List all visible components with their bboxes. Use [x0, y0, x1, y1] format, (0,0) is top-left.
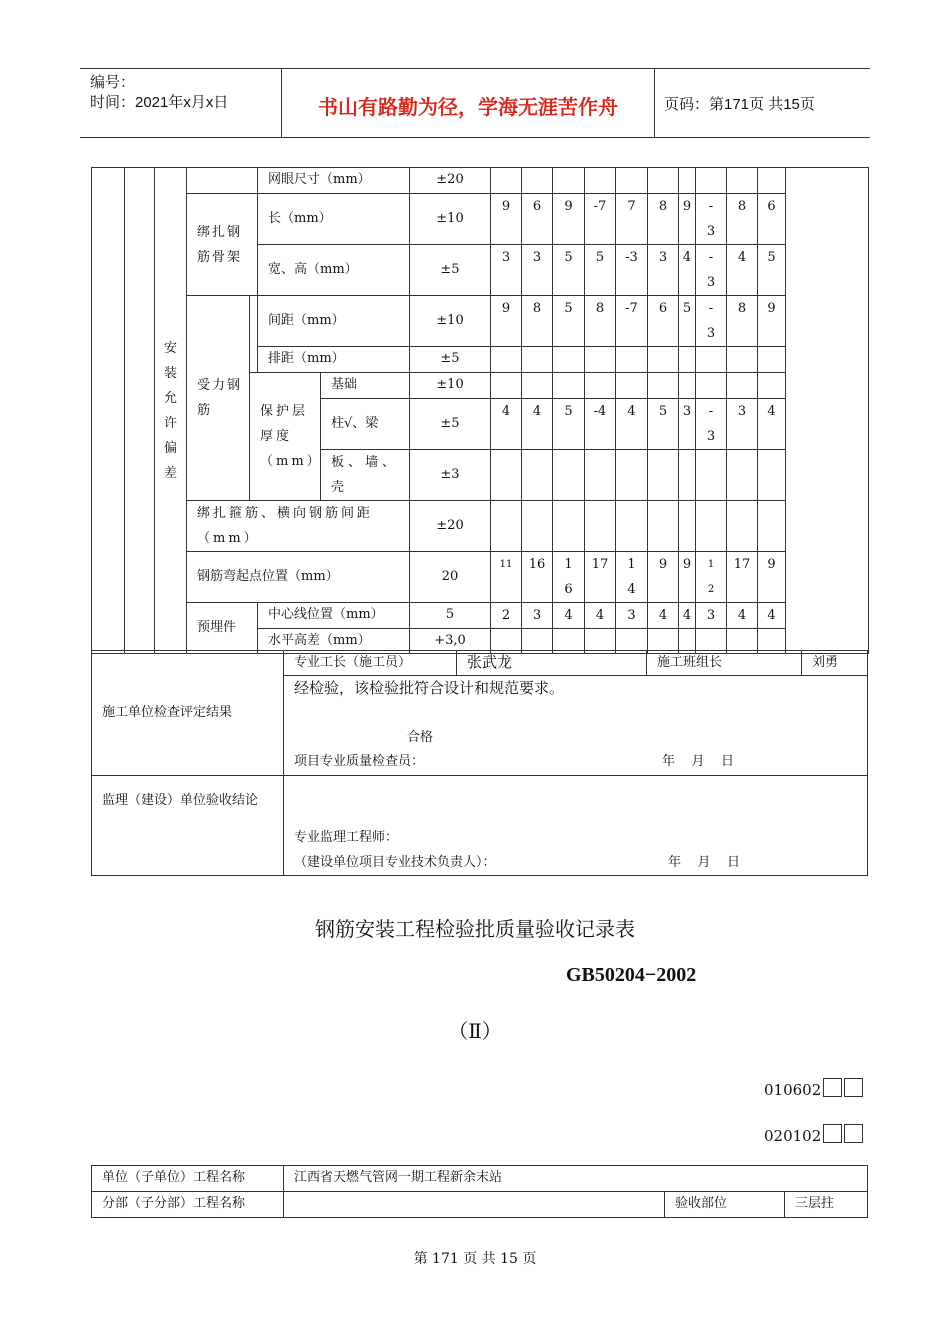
value-cell	[696, 373, 727, 399]
value-cell: 7	[616, 194, 648, 245]
value-cell	[696, 347, 727, 373]
value-cell: 4	[585, 603, 616, 629]
row-label: 长（mm）	[258, 194, 410, 245]
value-cell: 9	[491, 194, 522, 245]
foreman-label: 专业工长（施工员）	[284, 651, 457, 676]
value-cell	[648, 373, 679, 399]
unit-label: 单位（子单位）工程名称	[92, 1166, 284, 1192]
row-label: 宽、高（mm）	[258, 245, 410, 296]
row-label: 绑扎箍筋、横向钢筋间距（mm）	[187, 501, 410, 552]
value-cell: 3	[696, 603, 727, 629]
cover-group: 保护层厚度（mm）	[250, 373, 321, 501]
value-cell	[616, 373, 648, 399]
code-value: 010602	[764, 1081, 822, 1099]
value-cell	[679, 501, 696, 552]
value-cell	[522, 450, 553, 501]
inspector-label: 项目专业质量检查员：	[294, 753, 425, 769]
tolerance: ±5	[410, 347, 491, 373]
value-cell: 3	[727, 399, 758, 450]
frame-group: 绑扎钢筋骨架	[187, 194, 258, 296]
value-cell: 5	[679, 296, 696, 347]
value-cell	[648, 347, 679, 373]
value-cell: 3	[491, 245, 522, 296]
blank-cell	[250, 296, 258, 347]
value-cell: 8	[648, 194, 679, 245]
value-cell: 8	[585, 296, 616, 347]
inspector-row	[284, 751, 868, 776]
value-cell	[727, 450, 758, 501]
value-cell	[696, 501, 727, 552]
embed-group: 预埋件	[187, 603, 258, 654]
value-cell: -3	[616, 245, 648, 296]
value-cell: 4	[727, 245, 758, 296]
value-cell	[522, 347, 553, 373]
value-cell	[696, 450, 727, 501]
row-label: 柱√、梁	[321, 399, 410, 450]
value-cell: 16	[522, 552, 553, 603]
blank-col	[786, 168, 869, 654]
team-label: 施工班组长	[647, 651, 802, 676]
result-text: 合格	[407, 730, 434, 745]
tolerance: ±20	[410, 168, 491, 194]
row-label: 间距（mm）	[258, 296, 410, 347]
inspection-table	[91, 167, 869, 654]
team-name: 刘勇	[802, 651, 868, 676]
value-cell: 4	[758, 603, 786, 629]
tolerance: 20	[410, 552, 491, 603]
value-cell: 3	[522, 245, 553, 296]
conclusion-text: 经检验，该检验批符合设计和规范要求。	[294, 679, 565, 697]
value-cell	[758, 168, 786, 194]
time-label: 时间：2021年x月x日	[90, 94, 229, 111]
value-cell	[648, 168, 679, 194]
value-cell	[491, 501, 522, 552]
value-cell	[491, 347, 522, 373]
value-cell	[616, 168, 648, 194]
blank-cell	[187, 168, 258, 194]
value-cell: 4	[522, 399, 553, 450]
value-cell	[491, 168, 522, 194]
blank-col	[125, 168, 155, 654]
value-cell: 9	[553, 194, 585, 245]
motto: 书山有路勤为径，学海无涯苦作舟	[318, 95, 618, 119]
value-cell: - 3	[696, 194, 727, 245]
value-cell	[585, 168, 616, 194]
engineer-label: 专业监理工程师：	[294, 830, 399, 845]
value-cell: -7	[616, 296, 648, 347]
row-label: 排距（mm）	[258, 347, 410, 373]
value-cell: 1 2	[696, 552, 727, 603]
blank-cell	[250, 347, 258, 373]
tolerance: ±10	[410, 194, 491, 245]
value-cell: - 3	[696, 296, 727, 347]
value-cell: 3	[616, 603, 648, 629]
page-header	[80, 68, 870, 138]
value-cell	[679, 450, 696, 501]
tolerance: +3,0	[410, 629, 491, 654]
value-cell	[679, 347, 696, 373]
value-cell: 4	[758, 399, 786, 450]
value-cell: 5	[585, 245, 616, 296]
value-cell: 8	[522, 296, 553, 347]
row-label: 网眼尺寸（mm）	[258, 168, 410, 194]
value-cell: 4	[553, 603, 585, 629]
value-cell	[727, 373, 758, 399]
value-cell: 4	[679, 603, 696, 629]
value-cell: -4	[585, 399, 616, 450]
checkbox[interactable]	[844, 1078, 863, 1097]
tolerance: ±5	[410, 399, 491, 450]
value-cell	[758, 373, 786, 399]
value-cell	[491, 373, 522, 399]
value-cell: 9	[491, 296, 522, 347]
value-cell: 4	[727, 603, 758, 629]
value-cell: 3	[679, 399, 696, 450]
value-cell	[522, 373, 553, 399]
row-label: 水平高差（mm）	[258, 629, 410, 654]
standard-code: GB50204−2002	[566, 964, 697, 986]
row-label: 中心线位置（mm）	[258, 603, 410, 629]
page-label: 页码：第171页 共15页	[664, 96, 815, 113]
tolerance: 5	[410, 603, 491, 629]
value-cell: 9	[648, 552, 679, 603]
value-cell: 3	[522, 603, 553, 629]
value-cell	[553, 501, 585, 552]
roman-number: （Ⅱ）	[448, 1019, 502, 1043]
checkbox[interactable]	[844, 1124, 863, 1143]
sub-label: 分部（子分部）工程名称	[92, 1192, 284, 1218]
force-group: 受力钢筋	[187, 296, 250, 501]
value-cell	[616, 501, 648, 552]
value-cell: 5	[648, 399, 679, 450]
header-meta	[90, 73, 228, 113]
owner-label: （建设单位项目专业技术负责人）：	[294, 855, 496, 870]
conclusion-table	[91, 650, 868, 876]
value-cell: 3	[648, 245, 679, 296]
value-cell: 5	[553, 399, 585, 450]
value-cell: 4	[679, 245, 696, 296]
value-cell: 9	[758, 552, 786, 603]
value-cell: 5	[553, 296, 585, 347]
row-label: 钢筋弯起点位置（mm）	[187, 552, 410, 603]
value-cell	[585, 347, 616, 373]
value-cell	[553, 347, 585, 373]
value-cell: 17	[585, 552, 616, 603]
value-cell: 9	[758, 296, 786, 347]
value-cell: - 3	[696, 245, 727, 296]
value-cell	[648, 501, 679, 552]
row-label: 基础	[321, 373, 410, 399]
value-cell: 4	[648, 603, 679, 629]
foreman-name: 张武龙	[457, 651, 647, 676]
value-cell	[679, 168, 696, 194]
value-cell	[522, 168, 553, 194]
blank-col	[92, 168, 125, 654]
supervision-label: 监理（建设）单位验收结论	[92, 776, 284, 876]
value-cell: 5	[553, 245, 585, 296]
header-divider	[654, 69, 655, 137]
value-cell	[553, 450, 585, 501]
code-value: 020102	[764, 1127, 822, 1145]
value-cell	[648, 450, 679, 501]
construction-label: 施工单位检查评定结果	[92, 651, 284, 776]
value-cell	[758, 450, 786, 501]
value-cell: 9	[679, 194, 696, 245]
value-cell	[758, 501, 786, 552]
value-cell	[758, 347, 786, 373]
value-cell: 6	[648, 296, 679, 347]
value-cell: 8	[727, 194, 758, 245]
value-cell	[727, 501, 758, 552]
page-footer: 第 171 页 共 15 页	[413, 1251, 537, 1267]
value-cell	[553, 168, 585, 194]
value-cell	[679, 373, 696, 399]
value-cell: 1 6	[553, 552, 585, 603]
code-line	[764, 1078, 863, 1099]
value-cell: 6	[758, 194, 786, 245]
checkbox[interactable]	[823, 1078, 842, 1097]
construction-date: 年 月 日	[662, 753, 735, 769]
checkbox[interactable]	[823, 1124, 842, 1143]
supervision-date: 年 月 日	[668, 855, 741, 870]
info-table	[91, 1165, 868, 1218]
value-cell: 2	[491, 603, 522, 629]
value-cell: -7	[585, 194, 616, 245]
unit-value: 江西省天燃气管网一期工程新余末站	[284, 1166, 868, 1192]
value-cell	[585, 373, 616, 399]
value-cell: 4	[616, 399, 648, 450]
tolerance: ±5	[410, 245, 491, 296]
value-cell	[727, 347, 758, 373]
value-cell: 4	[491, 399, 522, 450]
value-cell: - 3	[696, 399, 727, 450]
value-cell	[727, 168, 758, 194]
value-cell	[585, 450, 616, 501]
number-label: 编号：	[90, 74, 136, 91]
tolerance: ±20	[410, 501, 491, 552]
supervision-conclusion	[284, 776, 868, 876]
form-title: 钢筋安装工程检验批质量验收记录表	[315, 917, 635, 941]
value-cell	[491, 450, 522, 501]
value-cell: 5	[758, 245, 786, 296]
tolerance: ±3	[410, 450, 491, 501]
value-cell: 1 4	[616, 552, 648, 603]
code-line	[764, 1124, 863, 1145]
group-label: 安装允许偏差	[155, 168, 187, 654]
value-cell	[616, 347, 648, 373]
tolerance: ±10	[410, 296, 491, 347]
value-cell: 17	[727, 552, 758, 603]
row-label: 板、墙、壳	[321, 450, 410, 501]
value-cell: 6	[522, 194, 553, 245]
value-cell: 11	[491, 552, 522, 603]
value-cell	[522, 501, 553, 552]
part-label: 验收部位	[665, 1192, 785, 1218]
value-cell	[585, 501, 616, 552]
tolerance: ±10	[410, 373, 491, 399]
sub-value	[284, 1192, 665, 1218]
value-cell	[696, 168, 727, 194]
value-cell	[616, 450, 648, 501]
construction-conclusion	[284, 676, 868, 751]
value-cell	[553, 373, 585, 399]
value-cell: 8	[727, 296, 758, 347]
value-cell: 9	[679, 552, 696, 603]
part-value: 三层拄	[785, 1192, 868, 1218]
